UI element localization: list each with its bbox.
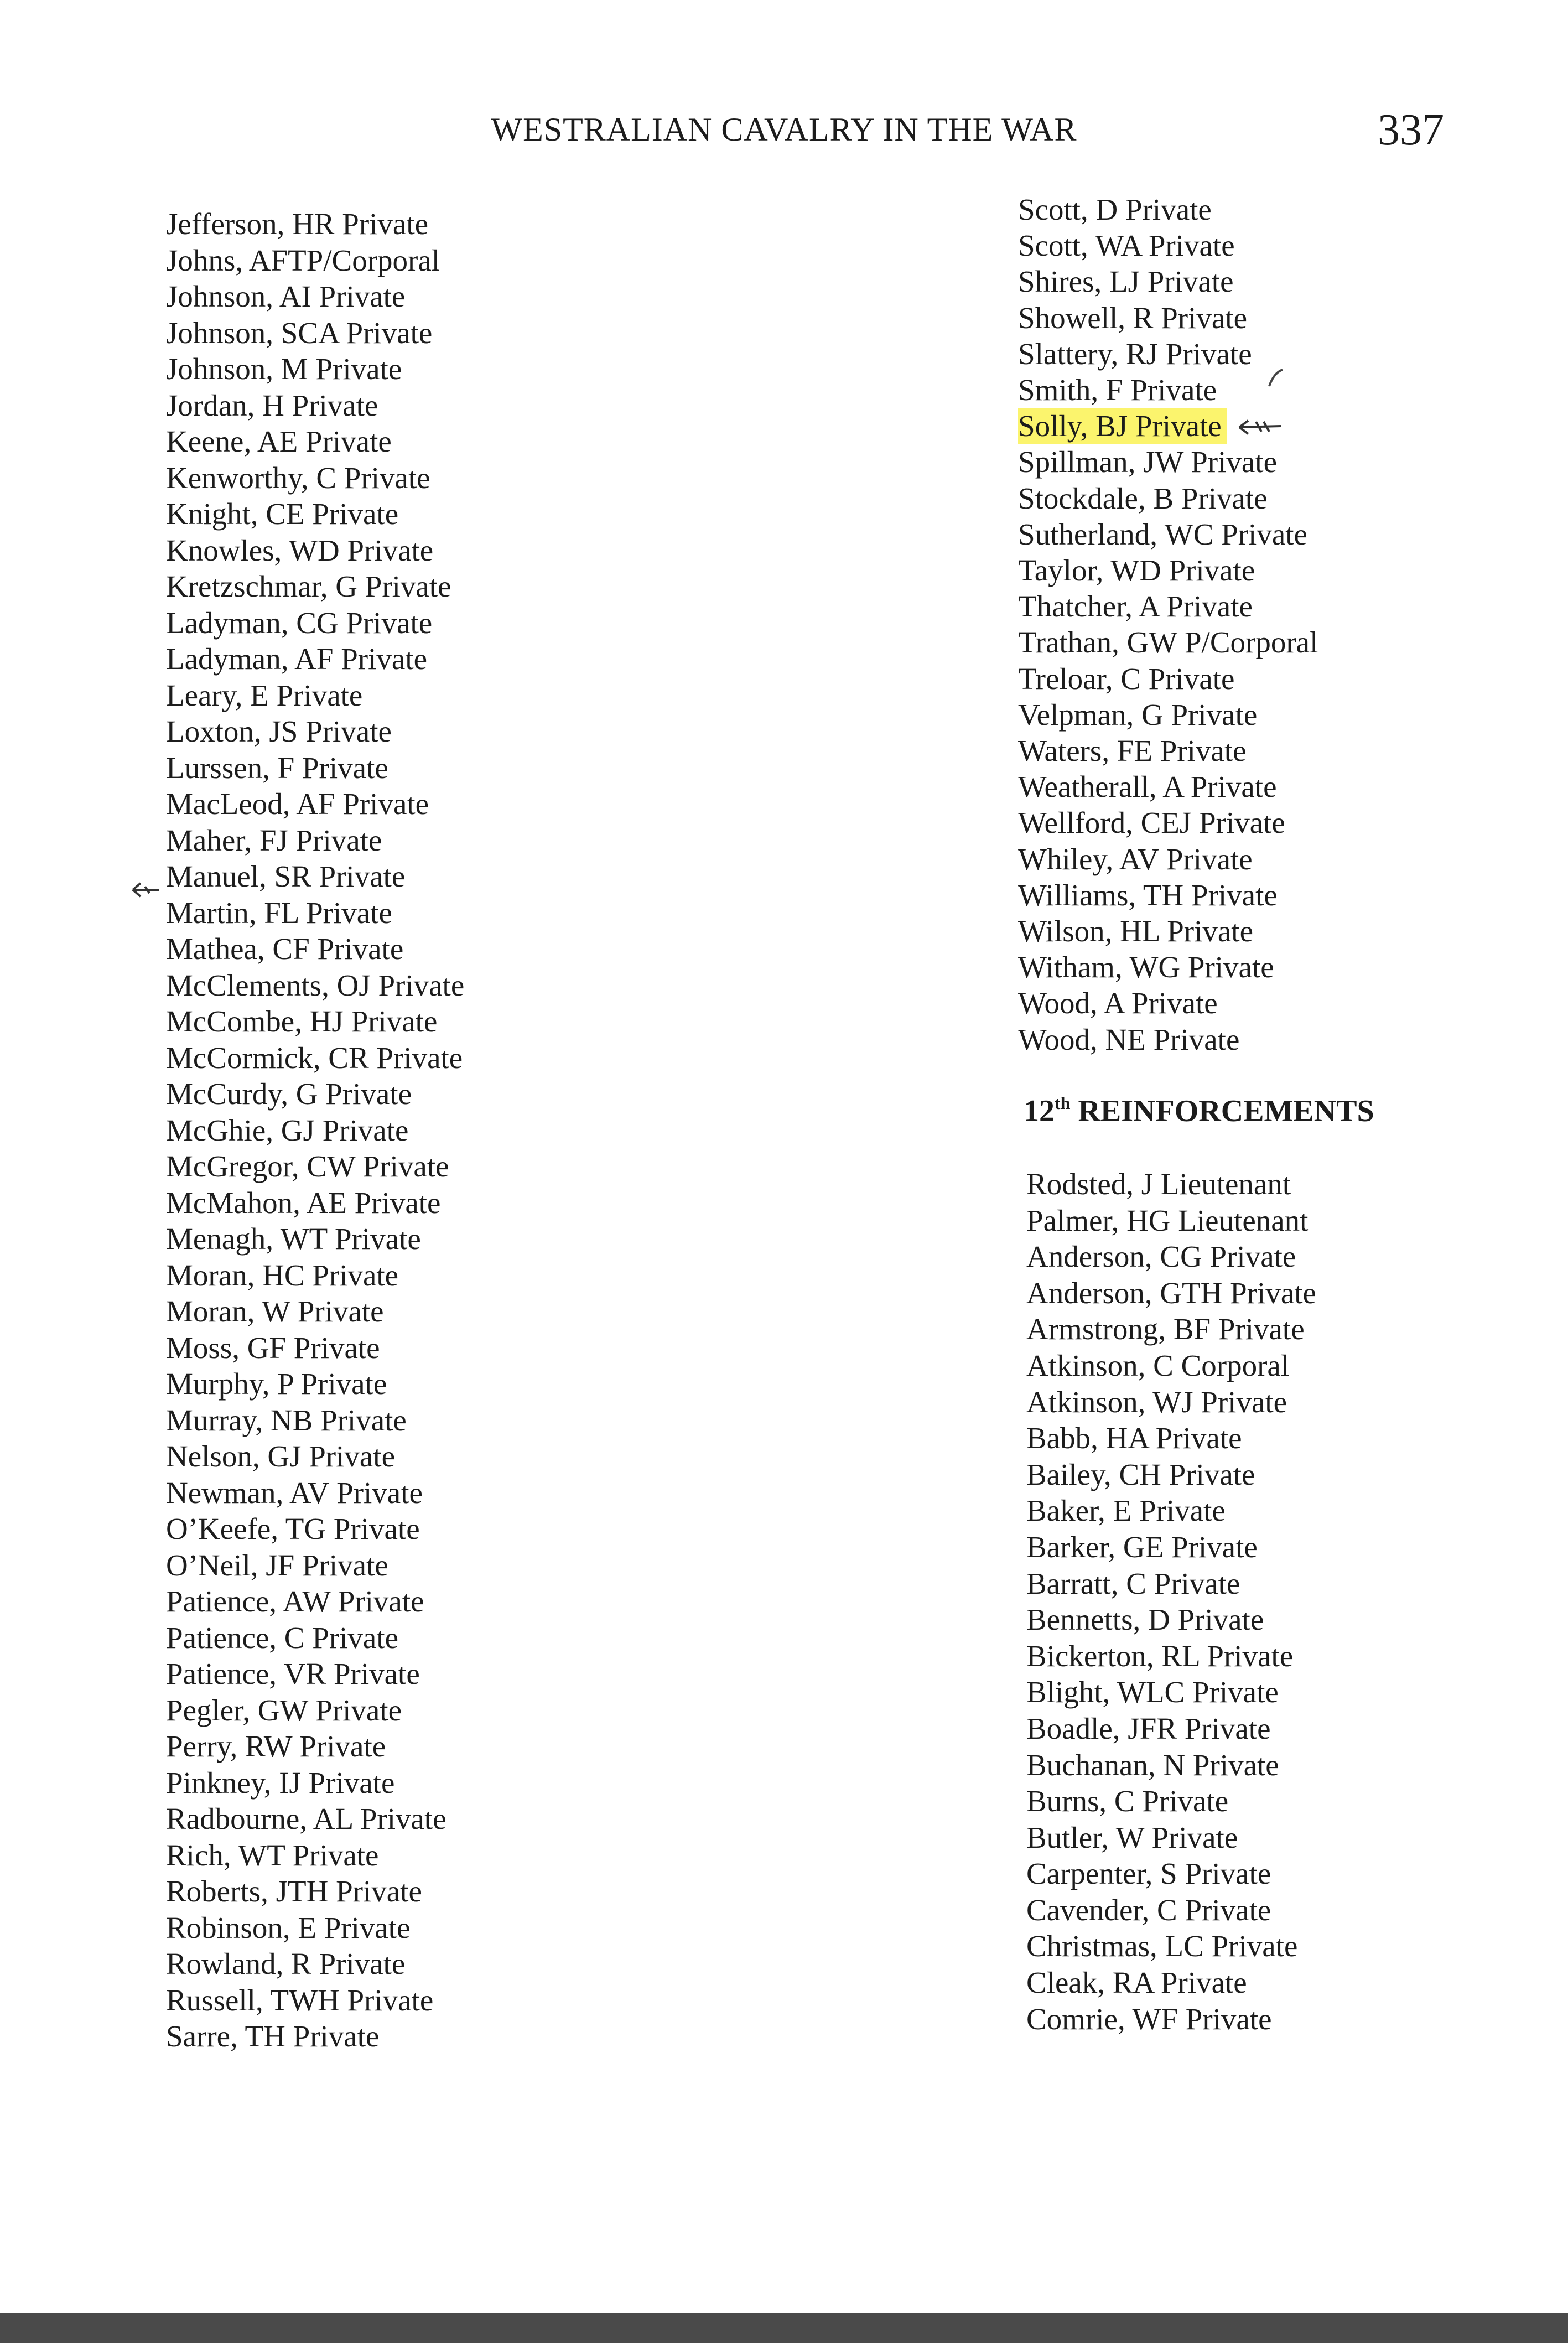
list-item: [1018, 697, 1516, 733]
list-item: [166, 2018, 830, 2055]
list-item: [166, 1728, 830, 1765]
list-item: [1026, 2001, 1524, 2038]
name-entry: Mathea, CF Private: [166, 932, 404, 966]
scan-bottom-edge: [0, 2313, 1568, 2343]
name-entry: Spillman, JW Private: [1018, 445, 1277, 479]
name-entry: Rodsted, J Lieutenant: [1026, 1167, 1291, 1201]
name-entry: Robinson, E Private: [166, 1910, 411, 1945]
list-item: [1026, 1456, 1524, 1493]
name-entry: Smith, F Private: [1018, 373, 1217, 407]
list-item: [166, 822, 830, 859]
name-entry: Carpenter, S Private: [1026, 1857, 1271, 1891]
name-entry: Roberts, JTH Private: [166, 1874, 422, 1908]
name-entry: Keene, AE Private: [166, 424, 392, 458]
name-entry: Johnson, AI Private: [166, 279, 406, 313]
list-item: [1026, 1566, 1524, 1602]
list-item: [1026, 1275, 1524, 1312]
name-entry: Armstrong, BF Private: [1026, 1312, 1305, 1346]
list-item: [166, 895, 830, 931]
running-title: WESTRALIAN CAVALRY IN THE WAR: [491, 111, 1077, 148]
list-item: [1018, 588, 1516, 624]
name-entry: Blight, WLC Private: [1026, 1675, 1279, 1709]
list-item: [166, 1837, 830, 1874]
list-item: [1018, 769, 1516, 805]
name-entry: Ladyman, CG Private: [166, 605, 433, 640]
list-item: [166, 713, 830, 750]
heading-ordinal-suffix: th: [1055, 1093, 1071, 1113]
name-entry: Pegler, GW Private: [166, 1693, 402, 1727]
list-item: [1018, 516, 1516, 552]
name-entry: Moran, W Private: [166, 1294, 384, 1328]
name-entry: Jefferson, HR Private: [166, 207, 429, 241]
name-entry: Kretzschmar, G Private: [166, 569, 451, 603]
list-item: [166, 1076, 830, 1112]
list-item: [166, 641, 830, 677]
name-entry: Waters, FE Private: [1018, 734, 1247, 768]
list-item: [166, 1402, 830, 1439]
name-entry: Rich, WT Private: [166, 1838, 379, 1872]
list-item: [1026, 1783, 1524, 1820]
arrow-mark-icon: [128, 879, 162, 901]
name-entry: Bennetts, D Private: [1026, 1603, 1264, 1637]
name-entry: Barratt, C Private: [1026, 1566, 1240, 1600]
list-item: [1026, 1347, 1524, 1384]
list-item: [1018, 877, 1516, 913]
list-item: [1026, 1166, 1524, 1202]
list-item: [1018, 1022, 1516, 1058]
list-item: [1026, 1747, 1524, 1784]
name-entry: Menagh, WT Private: [166, 1222, 421, 1256]
name-entry: McCurdy, G Private: [166, 1077, 412, 1111]
list-item: [166, 1438, 830, 1475]
list-item: [166, 1148, 830, 1185]
name-entry: Kenworthy, C Private: [166, 460, 430, 495]
name-entry: Moss, GF Private: [166, 1330, 380, 1365]
list-item: [166, 1221, 830, 1257]
name-entry: Newman, AV Private: [166, 1475, 423, 1510]
list-item: [166, 1656, 830, 1692]
heading-number: 12: [1024, 1094, 1055, 1128]
name-entry: McGhie, GJ Private: [166, 1113, 409, 1147]
name-entry: Lurssen, F Private: [166, 750, 388, 785]
name-entry: Pinkney, IJ Private: [166, 1765, 395, 1800]
name-entry: Trathan, GW P/Corporal: [1018, 625, 1318, 660]
arrow-mark-icon: [1234, 415, 1284, 437]
list-item: [166, 568, 830, 605]
name-entry: Knight, CE Private: [166, 497, 399, 531]
list-item: [166, 496, 830, 532]
name-entry: Christmas, LC Private: [1026, 1929, 1298, 1963]
list-item: [166, 1112, 830, 1149]
list-item: [166, 460, 830, 496]
list-item: [166, 786, 830, 822]
list-item: [1026, 1238, 1524, 1275]
left-name-column: [166, 206, 830, 2055]
name-entry: Murphy, P Private: [166, 1367, 387, 1401]
name-entry: Nelson, GJ Private: [166, 1439, 395, 1473]
name-entry: Buchanan, N Private: [1026, 1748, 1279, 1782]
list-item: [166, 750, 830, 786]
name-entry: Patience, VR Private: [166, 1657, 420, 1691]
reinforcements-list: [1026, 1166, 1524, 2037]
list-item: [166, 315, 830, 351]
list-item: [1018, 191, 1516, 227]
list-item: [1018, 300, 1516, 336]
list-item: [166, 967, 830, 1004]
list-item: [166, 206, 830, 242]
list-item: [1018, 480, 1516, 516]
right-name-column: [1018, 191, 1516, 1058]
name-entry: Babb, HA Private: [1026, 1421, 1242, 1455]
list-item: [1026, 1529, 1524, 1566]
name-entry: McCombe, HJ Private: [166, 1004, 438, 1038]
list-item: [166, 1293, 830, 1330]
name-entry: Stockdale, B Private: [1018, 481, 1268, 515]
name-entry: Leary, E Private: [166, 678, 363, 712]
list-item: [166, 1475, 830, 1511]
name-entry: Thatcher, A Private: [1018, 589, 1253, 624]
name-entry: Rowland, R Private: [166, 1947, 406, 1981]
list-item: [1026, 1638, 1524, 1675]
list-item: [166, 1330, 830, 1366]
name-entry: Cleak, RA Private: [1026, 1966, 1247, 2000]
list-item: [1018, 227, 1516, 263]
list-item: [1018, 985, 1516, 1021]
list-item: [166, 351, 830, 387]
name-entry: Butler, W Private: [1026, 1820, 1238, 1854]
list-item: [1026, 1928, 1524, 1964]
name-entry: McGregor, CW Private: [166, 1149, 449, 1183]
list-item: [166, 1366, 830, 1402]
list-item: [166, 1185, 830, 1221]
name-entry: Knowles, WD Private: [166, 533, 434, 567]
list-item: [1018, 841, 1516, 877]
list-item: [1026, 1820, 1524, 1856]
name-entry: Shires, LJ Private: [1018, 265, 1234, 299]
list-item: [166, 931, 830, 967]
name-entry: Moran, HC Private: [166, 1258, 399, 1292]
name-entry: Atkinson, WJ Private: [1026, 1385, 1287, 1419]
name-entry: Velpman, G Private: [1018, 697, 1258, 732]
list-item: [1018, 949, 1516, 985]
name-entry: Johns, AFTP/Corporal: [166, 243, 440, 277]
list-item: [166, 1257, 830, 1294]
list-item: [1026, 1964, 1524, 2001]
list-item: [166, 858, 830, 895]
name-entry: Wood, A Private: [1018, 986, 1218, 1020]
list-item: [1026, 1855, 1524, 1892]
name-entry: Ladyman, AF Private: [166, 642, 428, 676]
list-item: [166, 1801, 830, 1837]
list-item: [166, 1003, 830, 1040]
tick-mark-icon: [1261, 365, 1289, 393]
heading-text: REINFORCEMENTS: [1070, 1094, 1374, 1128]
reinforcements-heading: [1024, 1093, 1374, 1129]
name-entry: Martin, FL Private: [166, 895, 392, 930]
name-entry: Johnson, M Private: [166, 352, 402, 386]
name-entry: Cavender, C Private: [1026, 1893, 1271, 1927]
name-entry: Patience, C Private: [166, 1620, 399, 1655]
name-entry: McMahon, AE Private: [166, 1185, 441, 1220]
name-entry: Atkinson, C Corporal: [1026, 1348, 1290, 1382]
name-entry: O’Neil, JF Private: [166, 1548, 388, 1582]
list-item: [166, 423, 830, 460]
page-number: 337: [1378, 106, 1444, 154]
list-item: [1026, 1384, 1524, 1421]
list-item: [1018, 661, 1516, 697]
name-entry: Scott, WA Private: [1018, 229, 1235, 263]
list-item: [1026, 1674, 1524, 1710]
name-entry: Anderson, GTH Private: [1026, 1276, 1316, 1310]
list-item: [166, 1620, 830, 1656]
name-entry: Wood, NE Private: [1018, 1022, 1240, 1056]
name-entry: Witham, WG Private: [1018, 950, 1274, 984]
name-entry: McClements, OJ Private: [166, 968, 465, 1002]
list-item: [1018, 552, 1516, 588]
name-entry: Baker, E Private: [1026, 1494, 1226, 1528]
list-item: [1026, 1710, 1524, 1747]
name-entry: Weatherall, A Private: [1018, 770, 1277, 804]
list-item: [1018, 444, 1516, 480]
name-entry: Anderson, CG Private: [1026, 1240, 1296, 1274]
name-entry: Burns, C Private: [1026, 1784, 1229, 1818]
name-entry: Russell, TWH Private: [166, 1983, 434, 2017]
name-entry: Taylor, WD Private: [1018, 553, 1255, 588]
list-item: [166, 1547, 830, 1584]
list-item: [166, 1040, 830, 1076]
list-item: [1018, 913, 1516, 949]
list-item: [1026, 1420, 1524, 1456]
name-entry: Radbourne, AL Private: [166, 1802, 446, 1836]
name-entry: Patience, AW Private: [166, 1584, 424, 1618]
name-entry: Whiley, AV Private: [1018, 842, 1253, 876]
name-entry: Comrie, WF Private: [1026, 2002, 1272, 2036]
name-entry: Bickerton, RL Private: [1026, 1639, 1294, 1673]
list-item: [166, 1692, 830, 1729]
list-item: [166, 242, 830, 279]
name-entry: Showell, R Private: [1018, 300, 1248, 335]
name-entry: Slattery, RJ Private: [1018, 336, 1252, 371]
list-item: [1026, 1492, 1524, 1529]
name-entry: Sutherland, WC Private: [1018, 517, 1307, 551]
list-item: [166, 605, 830, 641]
name-entry: O’Keefe, TG Private: [166, 1512, 420, 1546]
name-entry: Maher, FJ Private: [166, 823, 382, 857]
list-item: [1018, 263, 1516, 299]
list-item: [166, 1982, 830, 2019]
name-entry: Treloar, C Private: [1018, 661, 1235, 696]
list-item: [166, 1946, 830, 1982]
name-entry: Manuel, SR Private: [166, 859, 406, 893]
name-entry: MacLeod, AF Private: [166, 787, 429, 821]
highlighted-name-entry: Solly, BJ Private: [1018, 408, 1227, 444]
list-item: [166, 1583, 830, 1620]
list-item: [166, 387, 830, 424]
list-item: [166, 1873, 830, 1910]
name-entry: Perry, RW Private: [166, 1729, 386, 1763]
name-entry: Murray, NB Private: [166, 1403, 407, 1437]
name-entry: Wellford, CEJ Private: [1018, 806, 1285, 840]
name-entry: Barker, GE Private: [1026, 1530, 1258, 1564]
name-entry: Palmer, HG Lieutenant: [1026, 1203, 1309, 1237]
name-entry: Loxton, JS Private: [166, 714, 392, 748]
name-entry: Bailey, CH Private: [1026, 1457, 1255, 1491]
list-item: [1026, 1892, 1524, 1929]
list-item: [1018, 805, 1516, 841]
list-item: [1018, 624, 1516, 660]
name-entry: Jordan, H Private: [166, 388, 378, 422]
name-entry: Boadle, JFR Private: [1026, 1711, 1271, 1745]
list-item: [1026, 1202, 1524, 1239]
name-entry: Scott, D Private: [1018, 193, 1212, 226]
name-entry: Sarre, TH Private: [166, 2019, 380, 2053]
list-item: [166, 278, 830, 315]
list-item: [1026, 1601, 1524, 1638]
list-item: [166, 677, 830, 714]
name-entry: Williams, TH Private: [1018, 878, 1278, 912]
list-item: [166, 1511, 830, 1547]
list-item: [166, 532, 830, 569]
name-entry: Wilson, HL Private: [1018, 914, 1253, 948]
list-item: [1018, 733, 1516, 769]
name-entry: Johnson, SCA Private: [166, 315, 433, 350]
list-item: [166, 1910, 830, 1946]
name-entry: McCormick, CR Private: [166, 1040, 463, 1075]
list-item: [1026, 1311, 1524, 1347]
list-item: [166, 1765, 830, 1801]
